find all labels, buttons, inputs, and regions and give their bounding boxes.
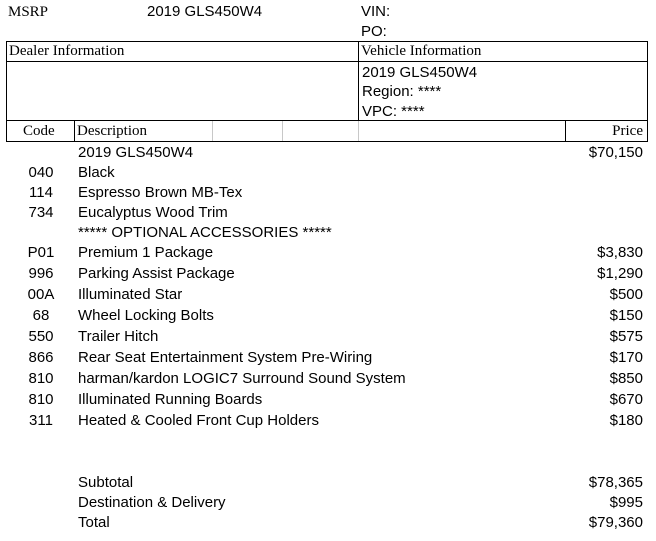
table-row <box>0 164 656 185</box>
item-code: 810 <box>28 391 54 408</box>
item-description: Illuminated Running Boards <box>78 391 263 408</box>
item-code: 550 <box>28 328 54 345</box>
item-price: $170 <box>609 349 643 366</box>
vehicle-model: 2019 GLS450W4 <box>362 64 478 81</box>
item-description: ***** OPTIONAL ACCESSORIES ***** <box>78 224 332 241</box>
col-description-header: Description <box>77 123 147 139</box>
table-row <box>0 265 656 286</box>
item-description: Parking Assist Package <box>78 265 235 282</box>
col-price-header: Price <box>612 123 643 139</box>
subtotal-row <box>0 474 656 495</box>
table-row <box>0 412 656 433</box>
item-price: $180 <box>609 412 643 429</box>
table-row <box>0 204 656 225</box>
table-row <box>0 286 656 307</box>
table-header <box>6 121 648 142</box>
item-code: 040 <box>28 164 54 181</box>
item-code: 00A <box>27 286 55 303</box>
item-price: $150 <box>609 307 643 324</box>
table-row <box>0 224 656 245</box>
item-description: harman/kardon LOGIC7 Surround Sound System <box>78 370 406 387</box>
item-price: $1,290 <box>597 265 643 282</box>
destination-value: $995 <box>609 494 643 511</box>
item-description: Espresso Brown MB-Tex <box>78 184 243 201</box>
item-price: $575 <box>609 328 643 345</box>
vin-label: VIN: <box>361 3 391 20</box>
table-row <box>0 244 656 265</box>
item-code: 996 <box>28 265 54 282</box>
total-label: Total <box>78 514 110 531</box>
dealer-info-heading: Dealer Information <box>9 43 125 59</box>
total-row <box>0 514 656 535</box>
item-description: 2019 GLS450W4 <box>78 144 194 161</box>
msrp-label: MSRP <box>8 4 49 20</box>
subtotal-value: $78,365 <box>588 474 643 491</box>
destination-label: Destination & Delivery <box>78 494 226 511</box>
item-price: $500 <box>609 286 643 303</box>
item-description: Rear Seat Entertainment System Pre-Wiring <box>78 349 373 366</box>
dealer-info-box <box>6 41 359 121</box>
item-code: P01 <box>27 244 55 261</box>
vehicle-region: Region: **** <box>362 83 442 100</box>
item-description: Black <box>78 164 115 181</box>
item-description: Illuminated Star <box>78 286 183 303</box>
table-row <box>0 307 656 328</box>
item-code: 866 <box>28 349 54 366</box>
item-code: 810 <box>28 370 54 387</box>
table-row <box>0 184 656 205</box>
item-code: 68 <box>32 307 50 324</box>
item-code: 114 <box>29 184 53 201</box>
item-description: Heated & Cooled Front Cup Holders <box>78 412 319 429</box>
item-description: Wheel Locking Bolts <box>78 307 214 324</box>
subtotal-label: Subtotal <box>78 474 134 491</box>
table-row <box>0 349 656 370</box>
item-price: $70,150 <box>588 144 643 161</box>
model-title: 2019 GLS450W4 <box>147 3 263 20</box>
destination-row <box>0 494 656 515</box>
item-price: $850 <box>609 370 643 387</box>
table-row <box>0 328 656 349</box>
vehicle-vpc: VPC: **** <box>362 103 425 120</box>
total-value: $79,360 <box>588 514 643 531</box>
table-row <box>0 370 656 391</box>
item-price: $670 <box>609 391 643 408</box>
item-description: Premium 1 Package <box>78 244 214 261</box>
table-row <box>0 391 656 412</box>
po-label: PO: <box>361 23 387 40</box>
vehicle-info-heading: Vehicle Information <box>361 43 482 59</box>
col-code-header: Code <box>23 123 55 139</box>
item-description: Eucalyptus Wood Trim <box>78 204 228 221</box>
item-code: 311 <box>29 412 53 429</box>
vehicle-info-box <box>358 41 648 121</box>
item-price: $3,830 <box>597 244 643 261</box>
item-description: Trailer Hitch <box>78 328 159 345</box>
table-row <box>0 144 656 165</box>
item-code: 734 <box>28 204 54 221</box>
